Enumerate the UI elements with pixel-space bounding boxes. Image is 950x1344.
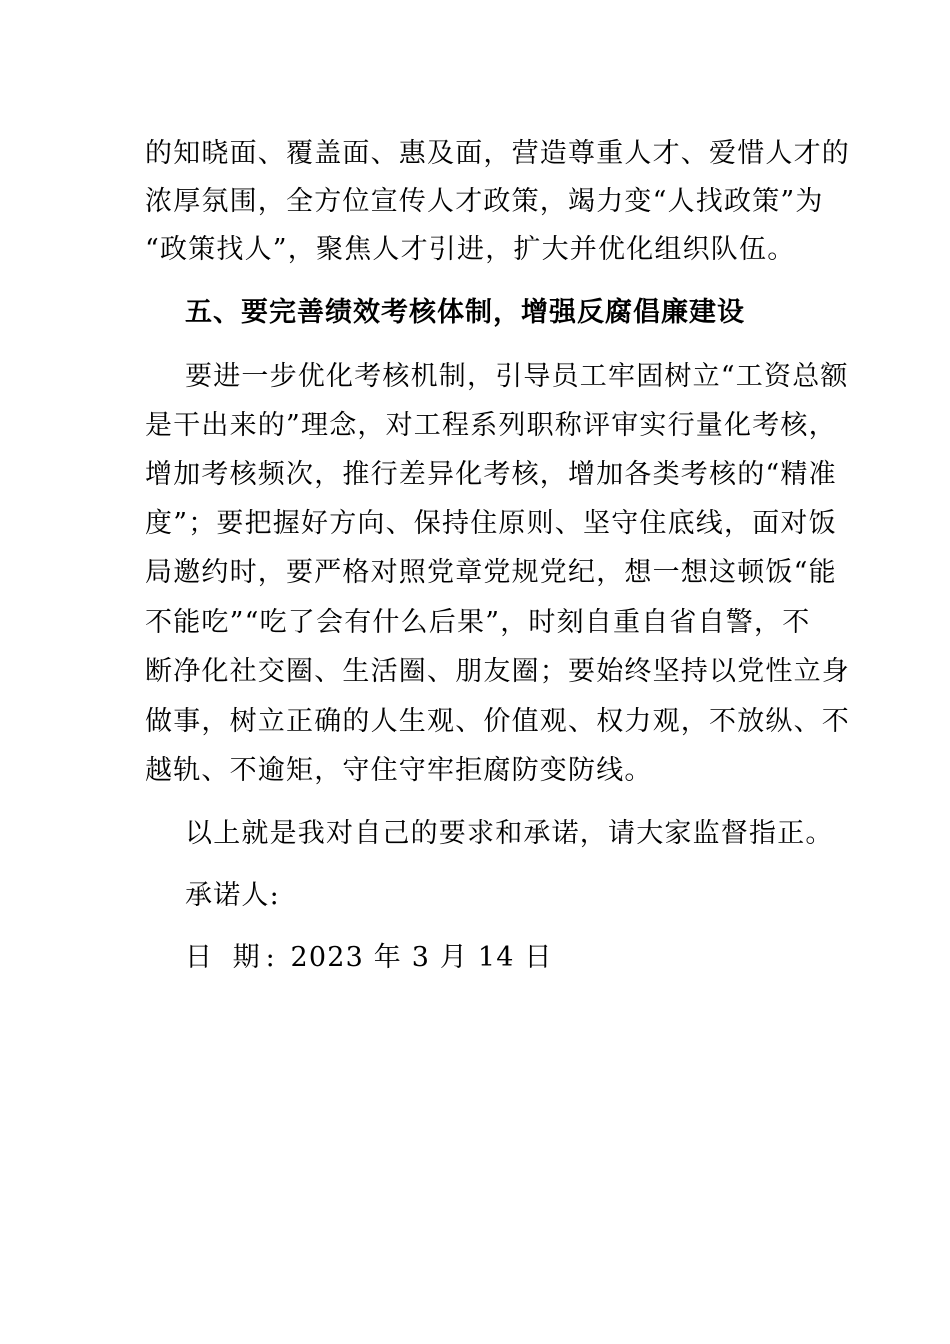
date-value: 2023 年 3 月 14 日 (290, 942, 553, 973)
paragraph-line: “政策找人”，聚焦人才引进，扩大并优化组织队伍。 (145, 234, 796, 265)
date-line (185, 942, 815, 974)
paragraph-line: 度”；要把握好方向、保持住原则、坚守住底线，面对饭 (145, 508, 837, 539)
paragraph-line: 不能吃”“吃了会有什么后果”，时刻自重自省自警，不 (145, 607, 811, 638)
signature-label: 承诺人: (185, 880, 280, 911)
paragraph-line: 浓厚氛围，全方位宣传人才政策，竭力变“人找政策”为 (145, 186, 824, 217)
section-heading: 五、要完善绩效考核体制，增强反腐倡廉建设 (185, 297, 745, 328)
paragraph-line: 增加考核频次，推行差异化考核，增加各类考核的“精准 (145, 459, 837, 490)
paragraph-line: 的知晓面、覆盖面、惠及面，营造尊重人才、爱惜人才的 (145, 138, 850, 169)
date-label: 日 期: (185, 942, 281, 973)
closing-statement: 以上就是我对自己的要求和承诺，请大家监督指正。 (185, 818, 834, 849)
paragraph-line: 做事，树立正确的人生观、价值观、权力观，不放纵、不 (145, 706, 850, 737)
paragraph-line: 要进一步优化考核机制，引导员工牢固树立“工资总额 (185, 361, 849, 392)
paragraph-line: 局邀约时，要严格对照党章党规党纪，想一想这顿饭“能 (145, 557, 837, 588)
paragraph-line: 是干出来的”理念，对工程系列职称评审实行量化考核， (145, 410, 837, 441)
paragraph-line: 断净化社交圈、生活圈、朋友圈；要始终坚持以党性立身 (145, 656, 850, 687)
paragraph-line: 越轨、不逾矩，守住守牢拒腐防变防线。 (145, 755, 653, 786)
